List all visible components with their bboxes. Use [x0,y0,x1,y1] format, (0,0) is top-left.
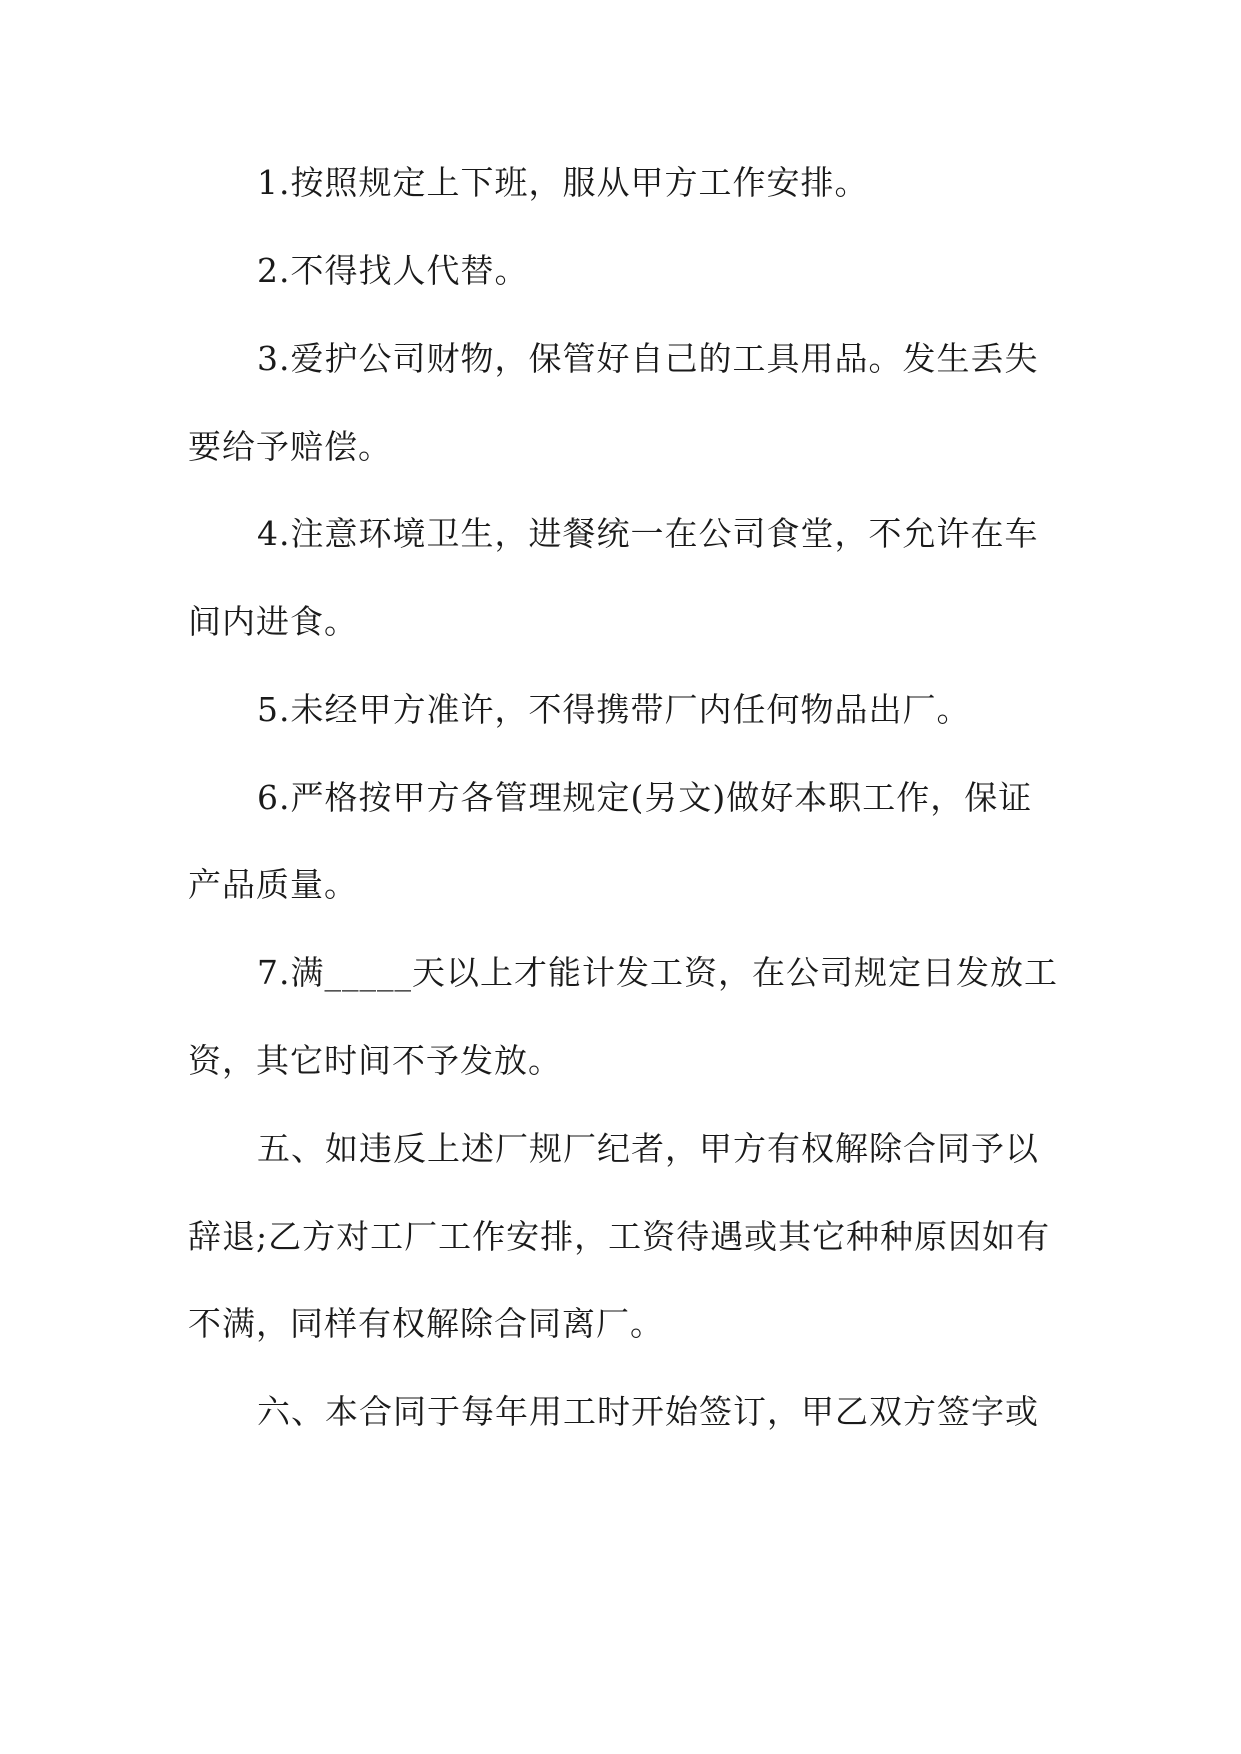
paragraph-line: 5.未经甲方准许，不得携带厂内任何物品出厂。 [257,690,971,729]
paragraph-line: 要给予赔偿。 [188,427,392,466]
paragraph-line: 7.满_____天以上才能计发工资，在公司规定日发放工 [257,953,1058,992]
paragraph-line: 3.爱护公司财物，保管好自己的工具用品。发生丢失 [257,339,1039,378]
paragraph-line: 辞退;乙方对工厂工作安排，工资待遇或其它种种原因如有 [188,1217,1051,1256]
paragraph-line: 产品质量。 [188,865,358,904]
paragraph-line: 六、本合同于每年用工时开始签订，甲乙双方签字或 [257,1392,1039,1431]
paragraph-line: 间内进食。 [188,602,358,641]
paragraph-line: 6.严格按甲方各管理规定(另文)做好本职工作，保证 [257,778,1033,817]
paragraph-line: 五、如违反上述厂规厂纪者，甲方有权解除合同予以 [257,1129,1039,1168]
paragraph-line: 2.不得找人代替。 [257,251,529,290]
paragraph-line: 4.注意环境卫生，进餐统一在公司食堂，不允许在车 [257,514,1039,553]
paragraph-line: 资，其它时间不予发放。 [188,1041,562,1080]
paragraph-line: 1.按照规定上下班，服从甲方工作安排。 [257,163,869,202]
paragraph-line: 不满，同样有权解除合同离厂。 [188,1304,664,1343]
